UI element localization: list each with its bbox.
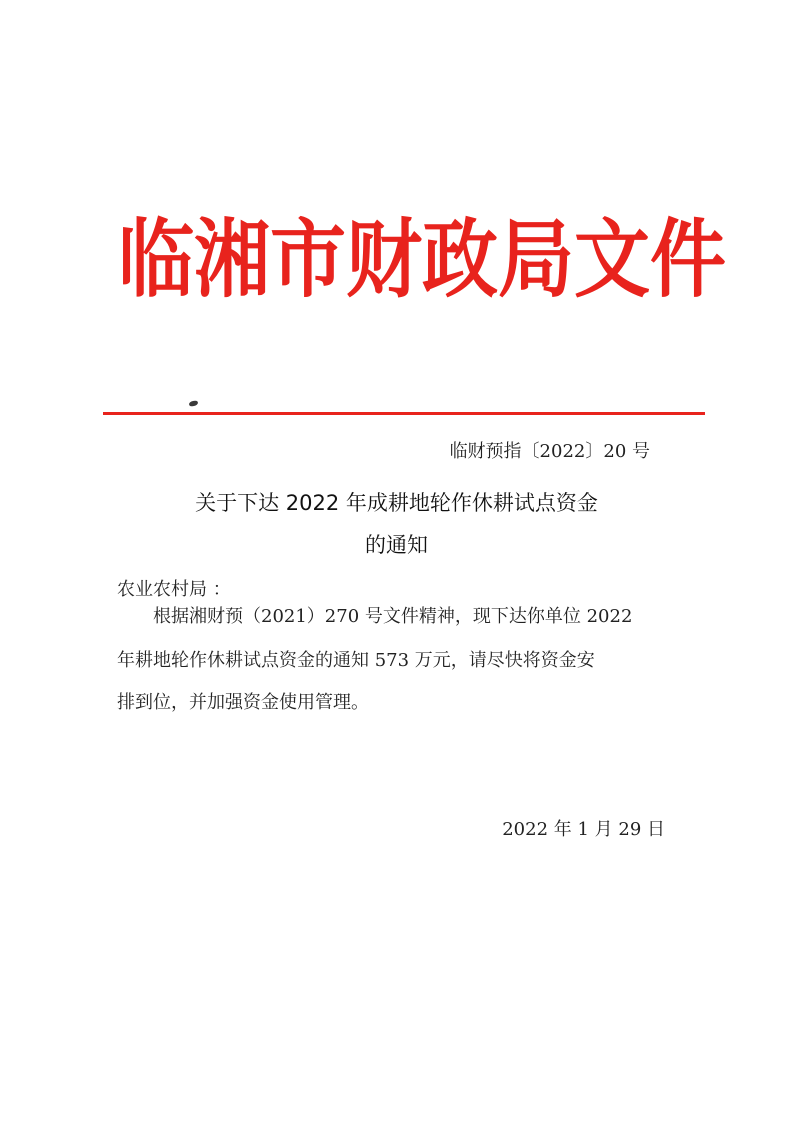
masthead-char: 市 [270,209,346,310]
masthead-char: 政 [422,209,498,310]
body-text-line-1: 根据湘财预（2021）270 号文件精神，现下达你单位 2022 [153,606,633,627]
masthead-char: 文 [574,209,650,310]
body-text-line-3: 排到位，并加强资金使用管理。 [117,692,369,713]
masthead-char: 财 [346,209,422,310]
masthead-char: 湘 [194,209,270,310]
masthead-char: 件 [650,209,726,310]
masthead-char: 临 [118,209,194,310]
masthead-char: 局 [498,209,574,310]
scan-speck [189,400,199,407]
document-masthead [118,209,726,310]
recipient: 农业农村局 ： [117,579,231,600]
document-title-line-2: 的通知 [365,533,428,557]
issue-date: 2022 年 1 月 29 日 [502,819,665,840]
body-text-line-2: 年耕地轮作休耕试点资金的通知 573 万元，请尽快将资金安 [117,650,595,671]
red-divider-line [103,412,705,415]
document-number: 临财预指〔2022〕20 号 [449,441,650,462]
document-title-line-1: 关于下达 2022 年成耕地轮作休耕试点资金 [195,491,598,515]
